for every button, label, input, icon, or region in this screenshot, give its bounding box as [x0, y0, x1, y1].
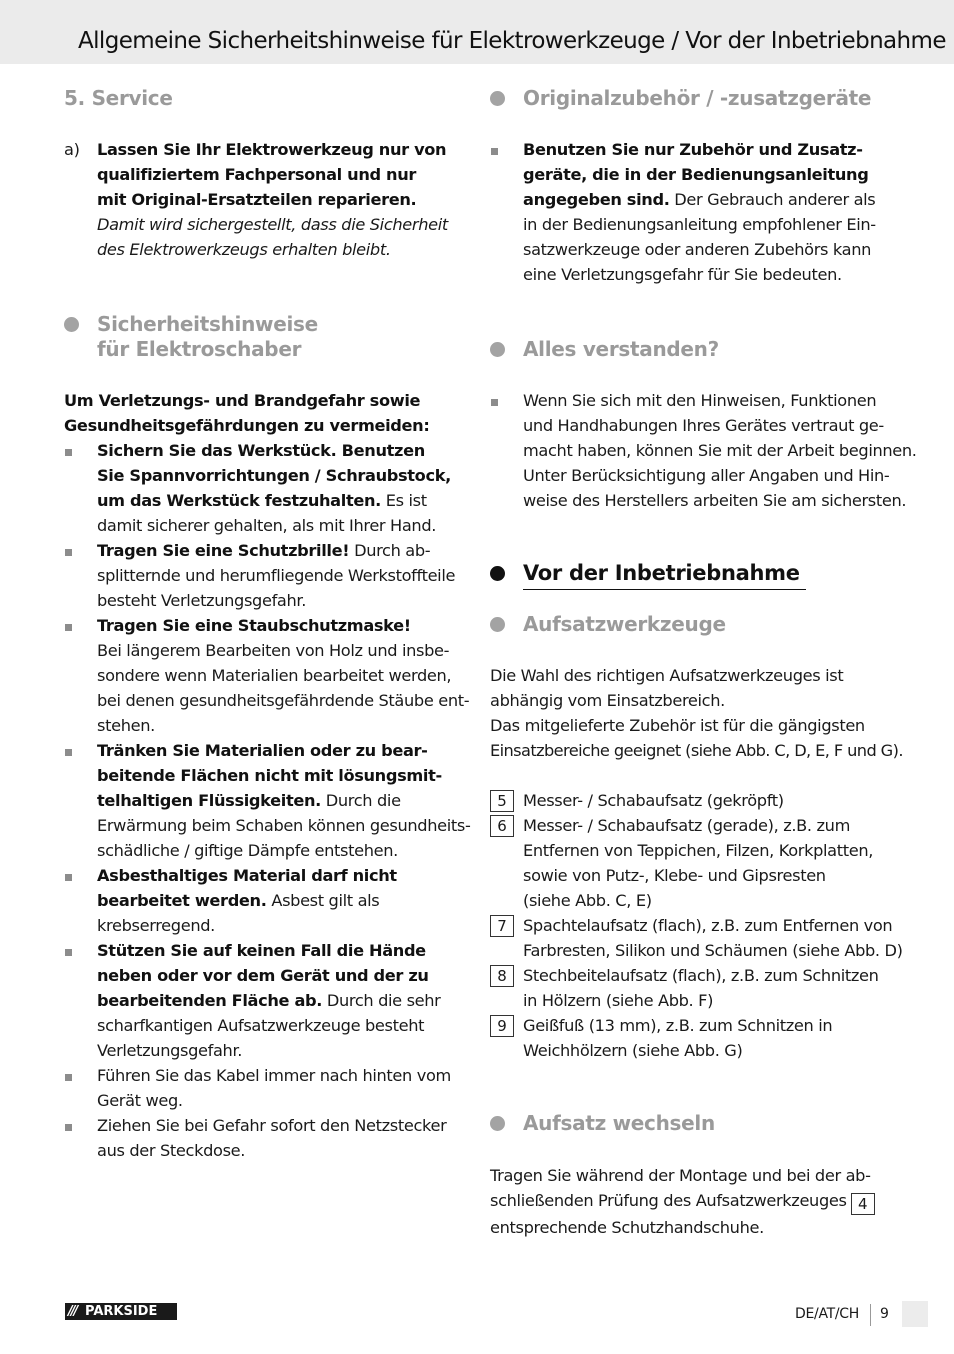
part-number-box: 9	[490, 1015, 514, 1037]
regular-text: stehen.	[97, 716, 155, 735]
bold-text: Tragen Sie eine Staubschutzmaske!	[97, 616, 411, 635]
text-line	[97, 838, 465, 863]
part-number-box: 8	[490, 965, 514, 987]
part-description-line: (siehe Abb. C, E)	[523, 891, 652, 910]
bullet-dot-icon	[490, 1116, 505, 1131]
regular-text: satzwerkzeuge oder anderen Zubehörs kann	[523, 240, 872, 259]
text-line	[97, 1088, 465, 1113]
text-line	[97, 713, 465, 738]
text-line	[97, 463, 465, 488]
regular-text: scharfkantigen Aufsatzwerkzeuge besteht	[97, 1016, 425, 1035]
regular-text: Durch die sehr	[322, 991, 441, 1010]
regular-text: Es ist	[380, 491, 427, 510]
text-line	[97, 938, 465, 963]
page-tab-marker	[902, 1301, 928, 1327]
text-line	[523, 137, 891, 162]
service-bold-line: mit Original-Ersatzteilen reparieren.	[97, 190, 417, 209]
service-heading	[64, 86, 173, 111]
regular-text: Asbest gilt als	[266, 891, 380, 910]
text-line	[97, 1063, 465, 1088]
regular-text: damit sicherer gehalten, als mit Ihrer Hand.	[97, 516, 437, 535]
logo-text: PARKSIDE	[85, 1304, 158, 1319]
bold-text: angegeben sind.	[523, 190, 670, 209]
attachments-intro-line: Einsatzbereiche geeignet (siehe Abb. C, D, E, F und G).	[490, 741, 903, 760]
square-bullet-icon	[65, 549, 72, 556]
bold-text: Stützen Sie auf keinen Fall die Hände	[97, 941, 426, 960]
text-line	[97, 763, 465, 788]
bold-text: Sichern Sie das Werkstück. Benutzen	[97, 441, 425, 460]
understood-line: Unter Berücksichtigung aller Angaben und Hin-	[523, 466, 890, 485]
part-description-line: Farbresten, Silikon und Schäumen (siehe Abb. D)	[523, 941, 903, 960]
bold-text: Tränken Sie Materialien oder zu bear-	[97, 741, 428, 760]
change-line: entsprechende Schutzhandschuhe.	[490, 1218, 764, 1237]
regular-text: eine Verletzungsgefahr für Sie bedeuten.	[523, 265, 842, 284]
safety-intro-line: Um Verletzungs- und Brandgefahr sowie	[64, 391, 421, 410]
bold-text: um das Werkstück festzuhalten.	[97, 491, 381, 510]
attachments-intro-line: Das mitgelieferte Zubehör ist für die gängigsten	[490, 716, 865, 735]
text-line	[523, 262, 891, 287]
bullet-dot-icon	[490, 617, 505, 632]
heading-underline	[523, 589, 806, 590]
regular-text: krebserregend.	[97, 916, 215, 935]
page-header	[0, 0, 954, 64]
regular-text: Durch die	[320, 791, 401, 810]
bold-text: bearbeitenden Fläche ab.	[97, 991, 323, 1010]
accessories-heading-text: Originalzubehör / -zusatzgeräte	[523, 86, 872, 110]
text-line	[97, 663, 465, 688]
service-bold-line: qualifiziertem Fachpersonal und nur	[97, 165, 417, 184]
regular-text: schädliche / giftige Dämpfe entstehen.	[97, 841, 398, 860]
regular-text: splitternde und herumfliegende Werkstoffteile	[97, 566, 456, 585]
bold-text: neben oder vor dem Gerät und der zu	[97, 966, 429, 985]
bold-text: telhaltigen Flüssigkeiten.	[97, 791, 321, 810]
service-heading-text: 5. Service	[64, 86, 173, 110]
bold-text: Asbesthaltiges Material darf nicht	[97, 866, 397, 885]
text-line	[97, 813, 471, 838]
regular-text: Durch ab-	[349, 541, 431, 560]
regular-text: besteht Verletzungsgefahr.	[97, 591, 307, 610]
page-title: Allgemeine Sicherheitshinweise für Elektrowerkzeuge / Vor der Inbetriebnahme	[78, 28, 946, 54]
before-use-heading-text: Vor der Inbetriebnahme	[523, 561, 800, 585]
text-line	[97, 988, 465, 1013]
text-line	[97, 738, 465, 763]
service-item-label: a)	[64, 140, 80, 159]
safety-heading-line: für Elektroschaber	[97, 337, 302, 361]
regular-text: Gerät weg.	[97, 1091, 183, 1110]
bold-text: Tragen Sie eine Schutzbrille!	[97, 541, 350, 560]
part-description-line: Messer- / Schabaufsatz (gekröpft)	[523, 791, 784, 810]
footer-divider	[870, 1304, 871, 1326]
change-heading-text: Aufsatz wechseln	[523, 1111, 715, 1135]
regular-text: sondere wenn Materialien bearbeitet werden,	[97, 666, 452, 685]
text-line	[97, 638, 465, 663]
regular-text: Verletzungsgefahr.	[97, 1041, 243, 1060]
text-line	[97, 613, 465, 638]
text-line	[523, 212, 891, 237]
regular-text: Führen Sie das Kabel immer nach hinten vom	[97, 1066, 451, 1085]
understood-heading-text: Alles verstanden?	[523, 337, 719, 361]
text-line	[97, 863, 465, 888]
bold-text: geräte, die in der Bedienungsanleitung	[523, 165, 869, 184]
text-line	[97, 563, 465, 588]
page-number: 9	[880, 1306, 889, 1322]
attachments-intro-line: Die Wahl des richtigen Aufsatzwerkzeuges ist	[490, 666, 844, 685]
part-description-line: in Hölzern (siehe Abb. F)	[523, 991, 714, 1010]
understood-line: und Handhabungen Ihres Gerätes vertraut ge-	[523, 416, 884, 435]
text-line	[97, 538, 465, 563]
text-line	[97, 788, 465, 813]
text-line	[97, 913, 465, 938]
part-description-line: sowie von Putz-, Klebe- und Gipsresten	[523, 866, 826, 885]
part-description-line: Spachtelaufsatz (flach), z.B. zum Entfernen von	[523, 916, 893, 935]
service-bold-line: Lassen Sie Ihr Elektrowerkzeug nur von	[97, 140, 447, 159]
square-bullet-icon	[65, 949, 72, 956]
change-line	[490, 1188, 892, 1215]
logo-stripes: ///	[68, 1304, 77, 1319]
regular-text: in der Bedienungsanleitung empfohlener Ein-	[523, 215, 876, 234]
part-number-box: 4	[851, 1193, 875, 1215]
bold-text: Sie Spannvorrichtungen / Schraubstock,	[97, 466, 451, 485]
text-line	[97, 488, 465, 513]
understood-line: weise des Herstellers arbeiten Sie am sichersten.	[523, 491, 907, 510]
bullet-dot-icon	[64, 317, 79, 332]
service-italic-line: des Elektrowerkzeugs erhalten bleibt.	[97, 240, 391, 259]
safety-intro-line: Gesundheitsgefährdungen zu vermeiden:	[64, 416, 430, 435]
bold-text: Benutzen Sie nur Zubehör und Zusatz-	[523, 140, 863, 159]
square-bullet-icon	[65, 624, 72, 631]
attachments-intro	[490, 663, 903, 763]
text-line	[97, 513, 465, 538]
part-description-line: Geißfuß (13 mm), z.B. zum Schnitzen in	[523, 1016, 833, 1035]
part-description-line: Entfernen von Teppichen, Filzen, Korkplatten,	[523, 841, 874, 860]
bullet-dot-icon	[490, 342, 505, 357]
footer-region: DE/AT/CH	[795, 1306, 860, 1322]
text-line	[97, 1138, 465, 1163]
text-line	[97, 963, 465, 988]
part-description-line: Weichhölzern (siehe Abb. G)	[523, 1041, 743, 1060]
part-number-box: 5	[490, 790, 514, 812]
text-line	[97, 438, 465, 463]
square-bullet-icon	[65, 749, 72, 756]
square-bullet-icon	[491, 148, 498, 155]
parkside-logo	[65, 1303, 177, 1320]
bold-text: beitende Flächen nicht mit lösungsmit-	[97, 766, 442, 785]
change-line: Tragen Sie während der Montage und bei der ab-	[490, 1166, 871, 1185]
text-line	[97, 1113, 465, 1138]
safety-intro	[64, 388, 464, 438]
bullet-dot-icon	[490, 91, 505, 106]
regular-text: Erwärmung beim Schaben können gesundheits-	[97, 816, 471, 835]
change-text	[490, 1163, 892, 1240]
bold-text: bearbeitet werden.	[97, 891, 267, 910]
part-number-box: 7	[490, 915, 514, 937]
regular-text: Der Gebrauch anderer als	[669, 190, 876, 209]
text-line	[523, 162, 891, 187]
square-bullet-icon	[65, 1074, 72, 1081]
text-line	[97, 1038, 465, 1063]
square-bullet-icon	[65, 1124, 72, 1131]
regular-text: bei denen gesundheitsgefährdende Stäube ent-	[97, 691, 470, 710]
square-bullet-icon	[491, 399, 498, 406]
part-description-line: Messer- / Schabaufsatz (gerade), z.B. zum	[523, 816, 850, 835]
regular-text: aus der Steckdose.	[97, 1141, 246, 1160]
attachments-heading-text: Aufsatzwerkzeuge	[523, 612, 726, 636]
attachments-intro-line: abhängig vom Einsatzbereich.	[490, 691, 725, 710]
regular-text: Bei längerem Bearbeiten von Holz und insbe-	[97, 641, 450, 660]
service-italic-line: Damit wird sichergestellt, dass die Sicherheit	[97, 215, 448, 234]
text-line	[97, 1013, 465, 1038]
text-line	[97, 888, 465, 913]
bullet-dot-icon	[490, 566, 505, 581]
understood-line: macht haben, können Sie mit der Arbeit beginnen.	[523, 441, 917, 460]
text-line	[97, 588, 465, 613]
text-line	[523, 237, 891, 262]
text-line	[97, 688, 470, 713]
understood-line: Wenn Sie sich mit den Hinweisen, Funktionen	[523, 391, 877, 410]
safety-heading-line: Sicherheitshinweise	[97, 312, 318, 336]
part-number-box: 6	[490, 815, 514, 837]
change-line-text: schließenden Prüfung des Aufsatzwerkzeuges	[490, 1191, 847, 1210]
part-description-line: Stechbeitelaufsatz (flach), z.B. zum Schnitzen	[523, 966, 879, 985]
square-bullet-icon	[65, 874, 72, 881]
text-line	[523, 187, 891, 212]
square-bullet-icon	[65, 449, 72, 456]
regular-text: Ziehen Sie bei Gefahr sofort den Netzstecker	[97, 1116, 447, 1135]
